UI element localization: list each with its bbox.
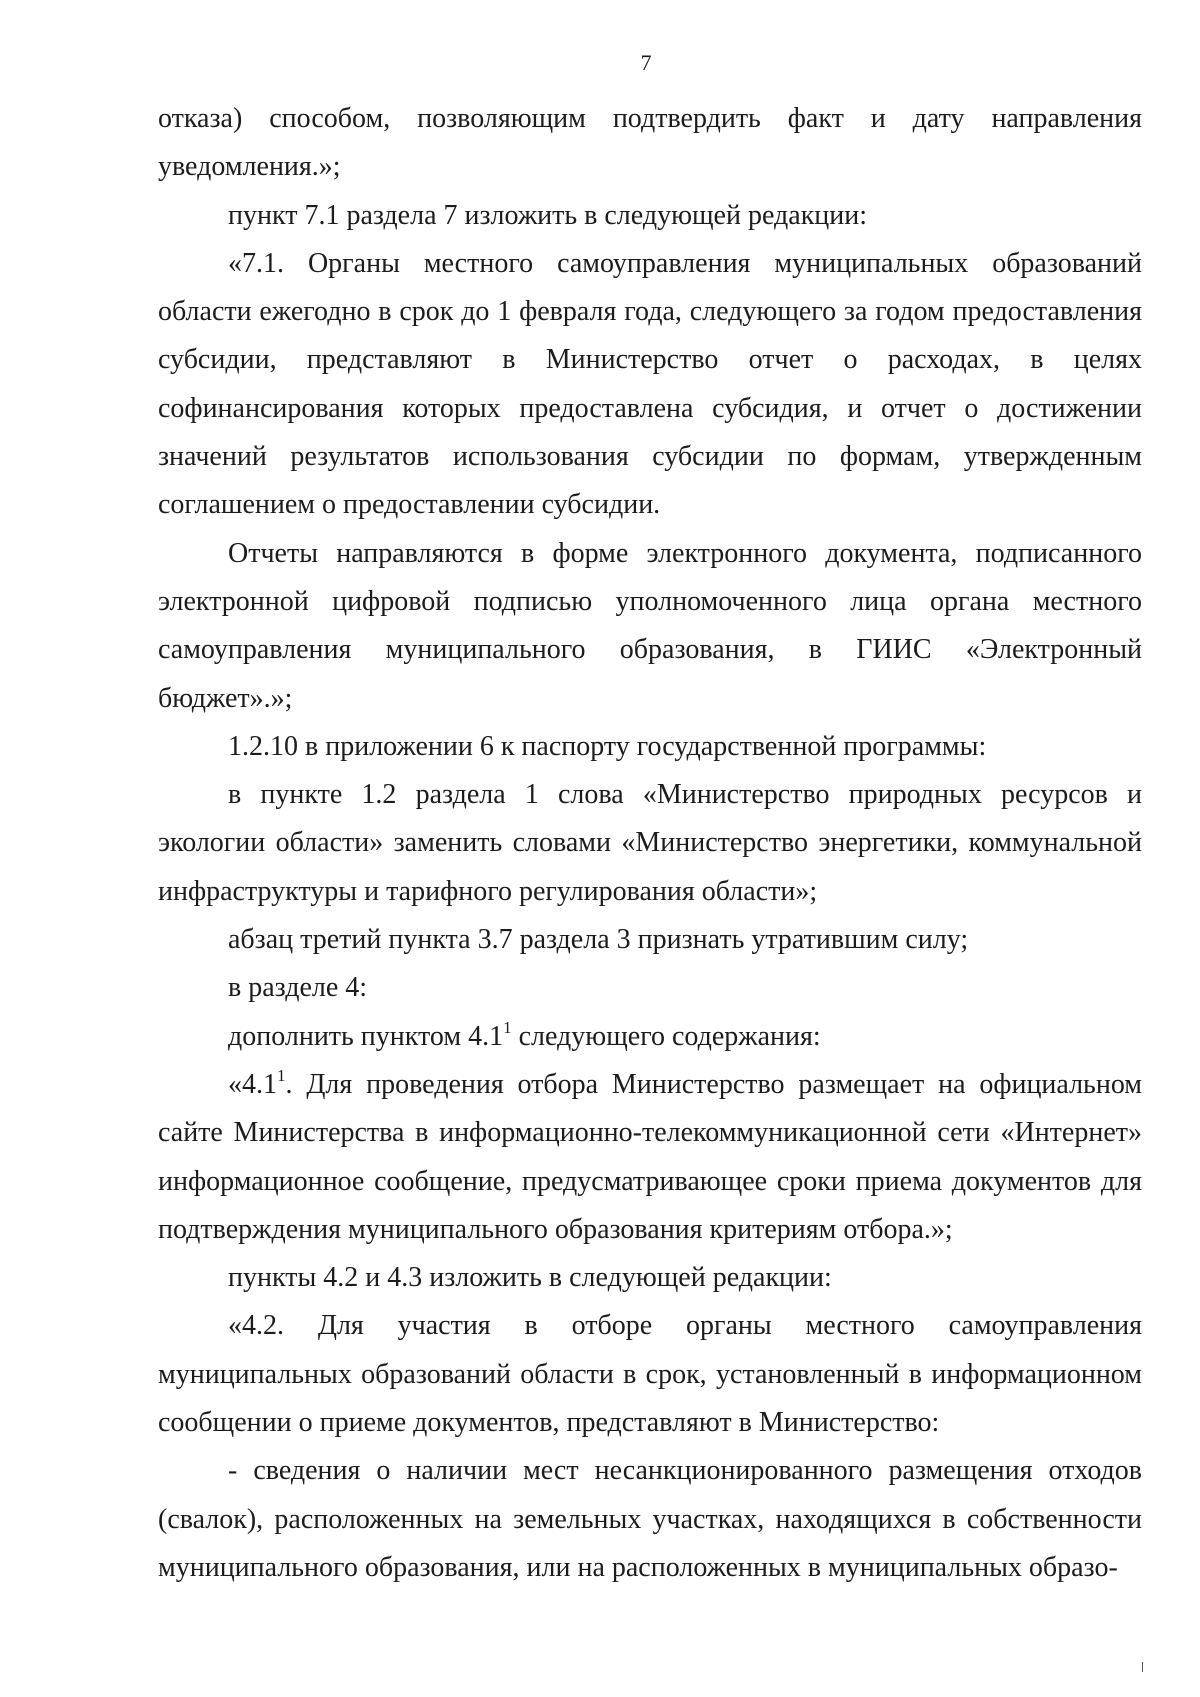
paragraph-item-4-2: «4.2. Для участия в отборе органы местного самоуправления муниципальных образований области в срок, установленный в информационном сообщении о приеме документов, представляют в Министерство: [158,1310,1142,1439]
paragraph-1-2-10: 1.2.10 в приложении 6 к паспорту государственной программы: [228,730,987,762]
superscript-mark: 1 [277,1065,286,1085]
paragraph-item-1-2: в пункте 1.2 раздела 1 слова «Министерство природных ресурсов и экологии области» заменить словами «Министерство энергетики, коммунальной инфраструктуры и тарифного регулирования области»; [158,779,1142,907]
paragraph-reports: Отчеты направляются в форме электронного документа, подписанного электронной цифровой подписью уполномоченного лица органа местного самоуправления муниципального образования, в ГИИС «Электронный бюджет».»; [158,537,1142,714]
paragraph-add-4-1-1 [158,1013,1142,1061]
paragraph-dash-item: - сведения о наличии мест несанкционированного размещения отходов (свалок), расположенных на земельных участках, находящихся в собственности муниципального образования, или на расположенных в муниципальных образо- [158,1455,1142,1583]
page-number: 7 [640,50,652,75]
paragraph-continuation: отказа) способом, позволяющим подтвердить факт и дату направления уведомления.»; [158,103,1142,183]
paragraph-items-4-2-4-3: пункты 4.2 и 4.3 изложить в следующей редакции: [228,1262,832,1294]
paragraph-item-3-7: абзац третий пункта 3.7 раздела 3 признать утратившим силу; [228,924,969,956]
paragraph-item-7-1-intro: пункт 7.1 раздела 7 изложить в следующей редакции: [228,199,868,231]
paragraph-item-4-1-1 [158,1061,1142,1254]
document-body [158,95,1142,1592]
paragraph-section-4: в разделе 4: [228,972,368,1004]
paragraph-add-4-1-1-after: следующего содержания: [511,1020,821,1052]
paragraph-item-4-1-1-after: . Для проведения отбора Министерство размещает на официальном сайте Министерства в информационно-телекоммуникационной сети «Интернет» информационное сообщение, предусматривающее сроки приема документов для подтверждения муниципального образования критериям отбора.»; [158,1068,1142,1245]
superscript-mark: 1 [503,1017,512,1037]
paragraph-item-4-1-1-before: «4.1 [228,1068,277,1100]
paragraph-add-4-1-1-before: дополнить пунктом 4.1 [228,1020,504,1052]
paragraph-item-7-1-text: «7.1. Органы местного самоуправления муниципальных образований области ежегодно в срок до 1 февраля года, следующего за годом предоставления субсидии, представляют в Министерство отчет о расходах, в целях софинансирования которых предоставлена субсидия, и отчет о достижении значений результатов использования субсидии по формам, утвержденным соглашением о предоставлении субсидии. [158,247,1142,521]
scan-mark [1142,1662,1143,1672]
